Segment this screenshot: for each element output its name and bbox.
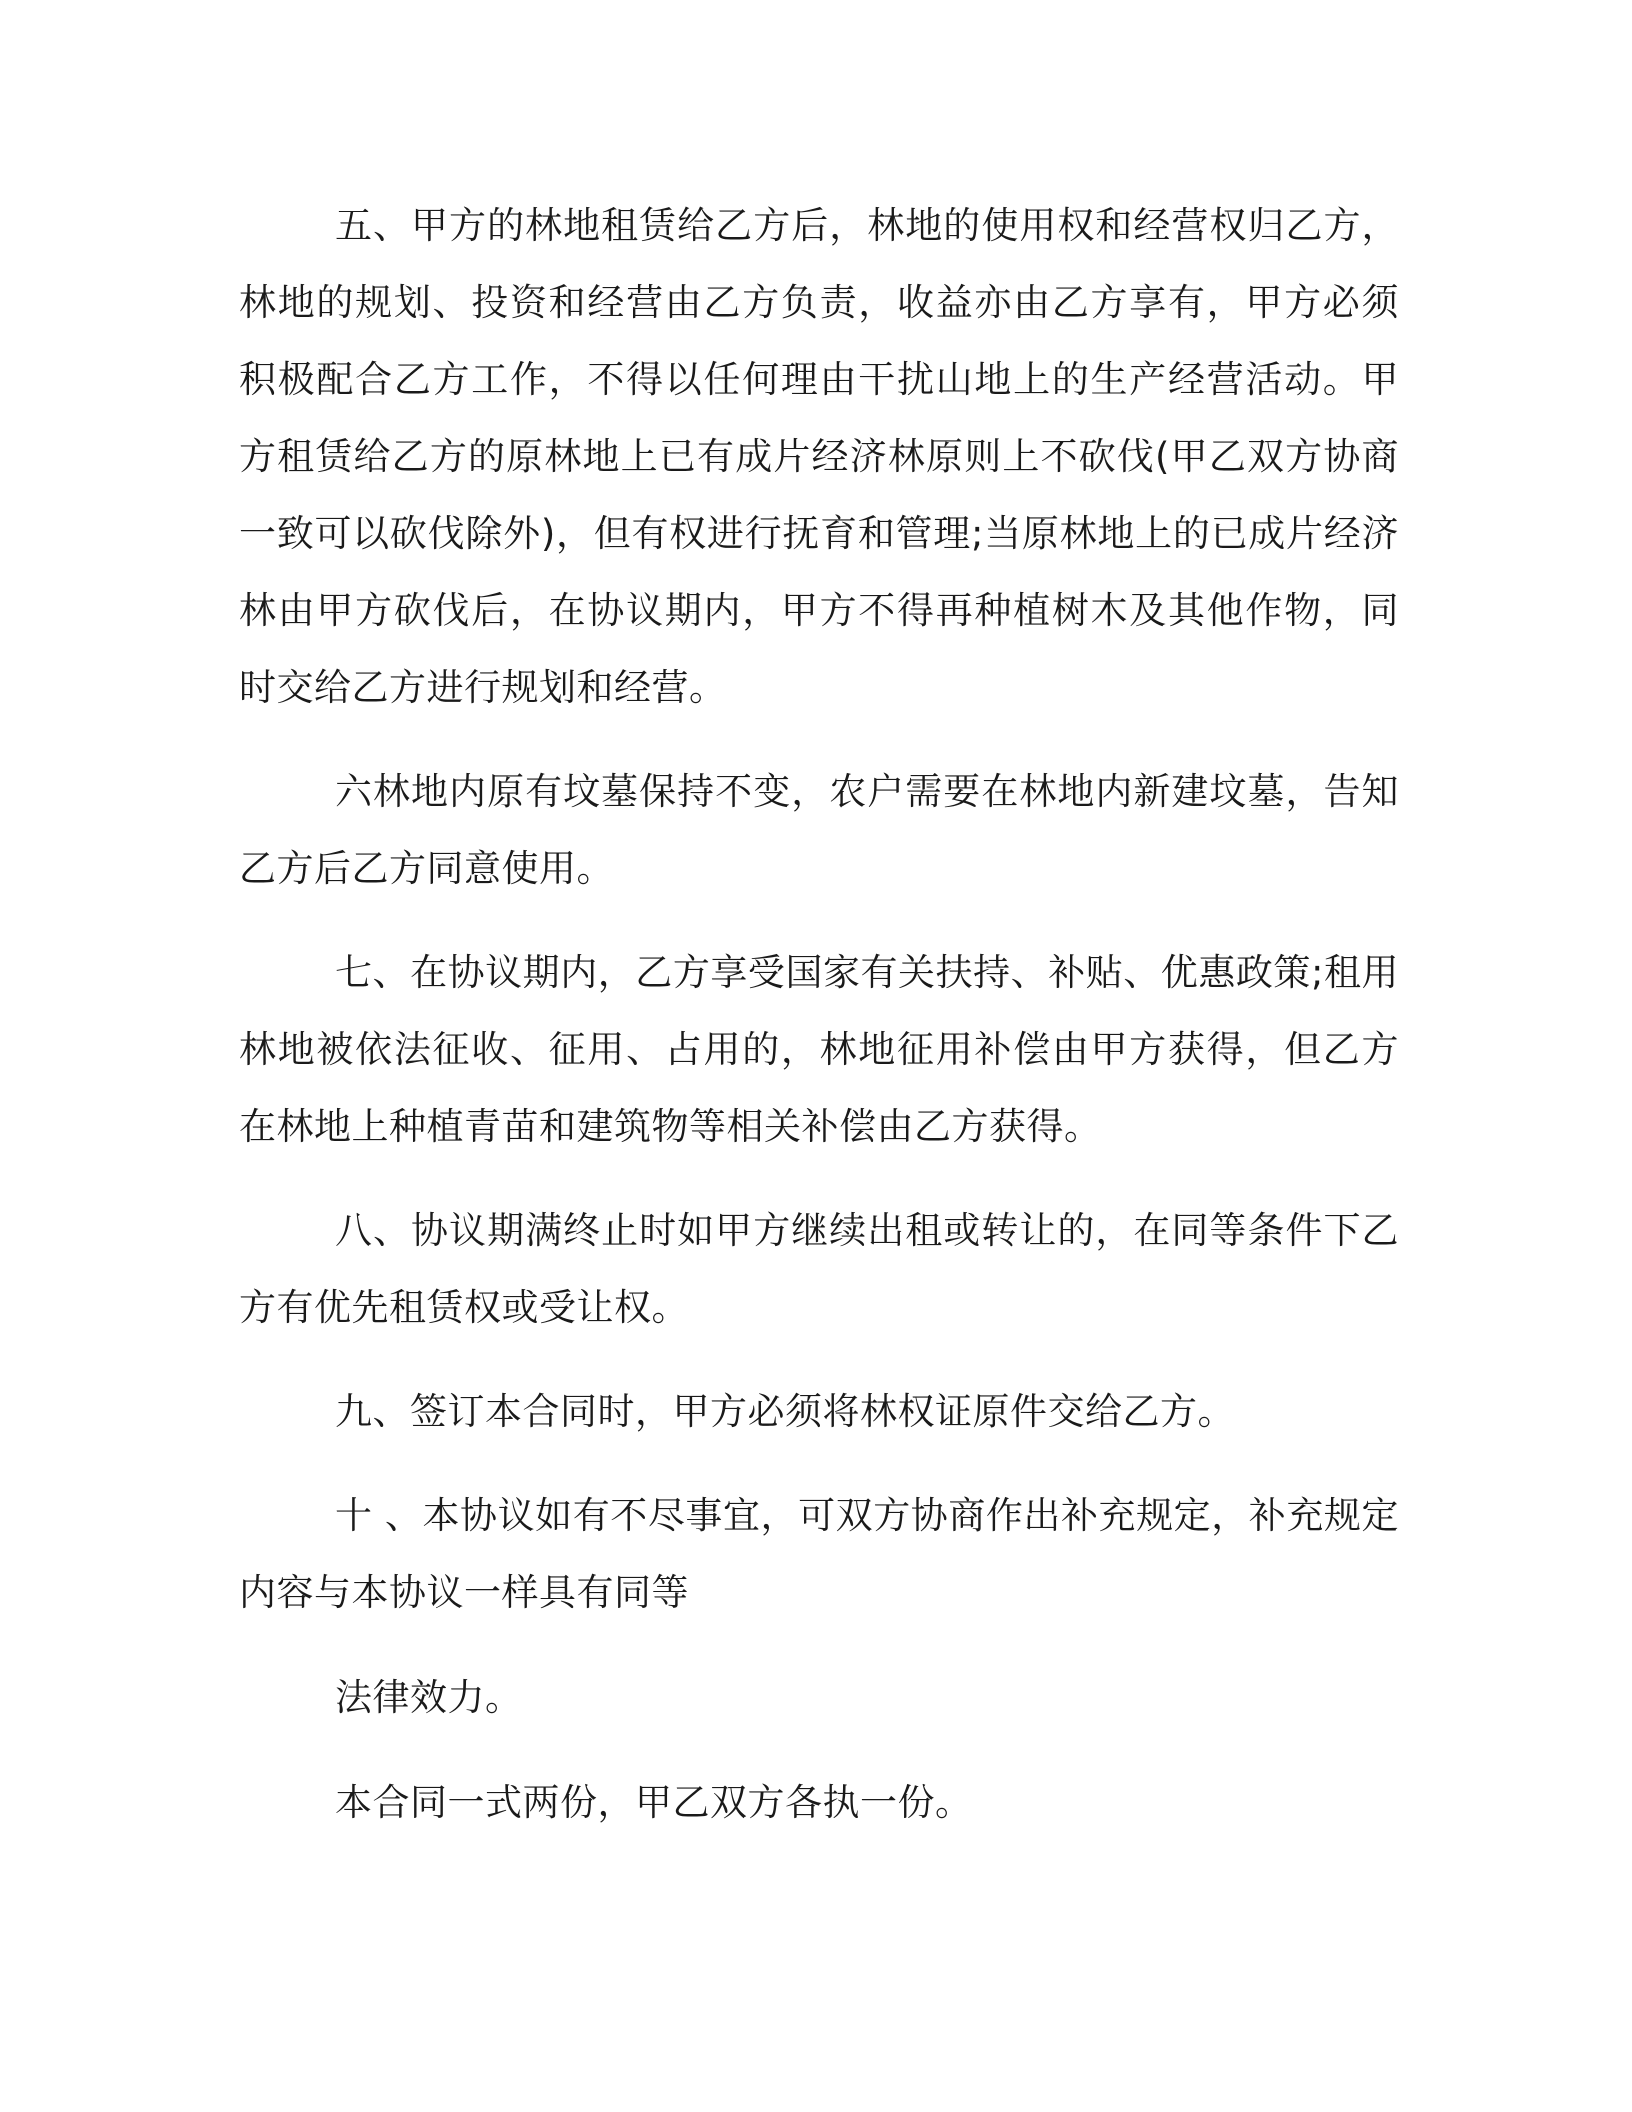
clause-ten-continuation: 法律效力。 (335, 1676, 523, 1719)
copies-statement: 本合同一式两份，甲乙双方各执一份。 (335, 1781, 973, 1824)
clause-nine: 九、签订本合同时，甲方必须将林权证原件交给乙方。 (335, 1390, 1235, 1433)
clause-seven: 七、在协议期内，乙方享受国家有关扶持、补贴、优惠政策;租用林地被依法征收、征用、占用的，林地征用补偿由甲方获得，但乙方在林地上种植青苗和建筑物等相关补偿由乙方获得。 (239, 951, 1399, 1148)
clause-six: 六林地内原有坟墓保持不变，农户需要在林地内新建坟墓，告知乙方后乙方同意使用。 (239, 770, 1399, 890)
clause-five: 五、甲方的林地租赁给乙方后，林地的使用权和经营权归乙方，林地的规划、投资和经营由乙方负责，收益亦由乙方享有，甲方必须积极配合乙方工作，不得以任何理由干扰山地上的生产经营活动。甲方租赁给乙方的原林地上已有成片经济林原则上不砍伐(甲乙双方协商一致可以砍伐除外)，但有权进行抚育和管理;当原林地上的已成片经济林由甲方砍伐后，在协议期内，甲方不得再种植树木及其他作物，同时交给乙方进行规划和经营。 (239, 204, 1399, 709)
clause-eight: 八、协议期满终止时如甲方继续出租或转让的，在同等条件下乙方有优先租赁权或受让权。 (239, 1209, 1399, 1329)
clause-ten: 十 、本协议如有不尽事宜，可双方协商作出补充规定，补充规定内容与本协议一样具有同等 (239, 1494, 1399, 1614)
document-page (239, 187, 1399, 1841)
